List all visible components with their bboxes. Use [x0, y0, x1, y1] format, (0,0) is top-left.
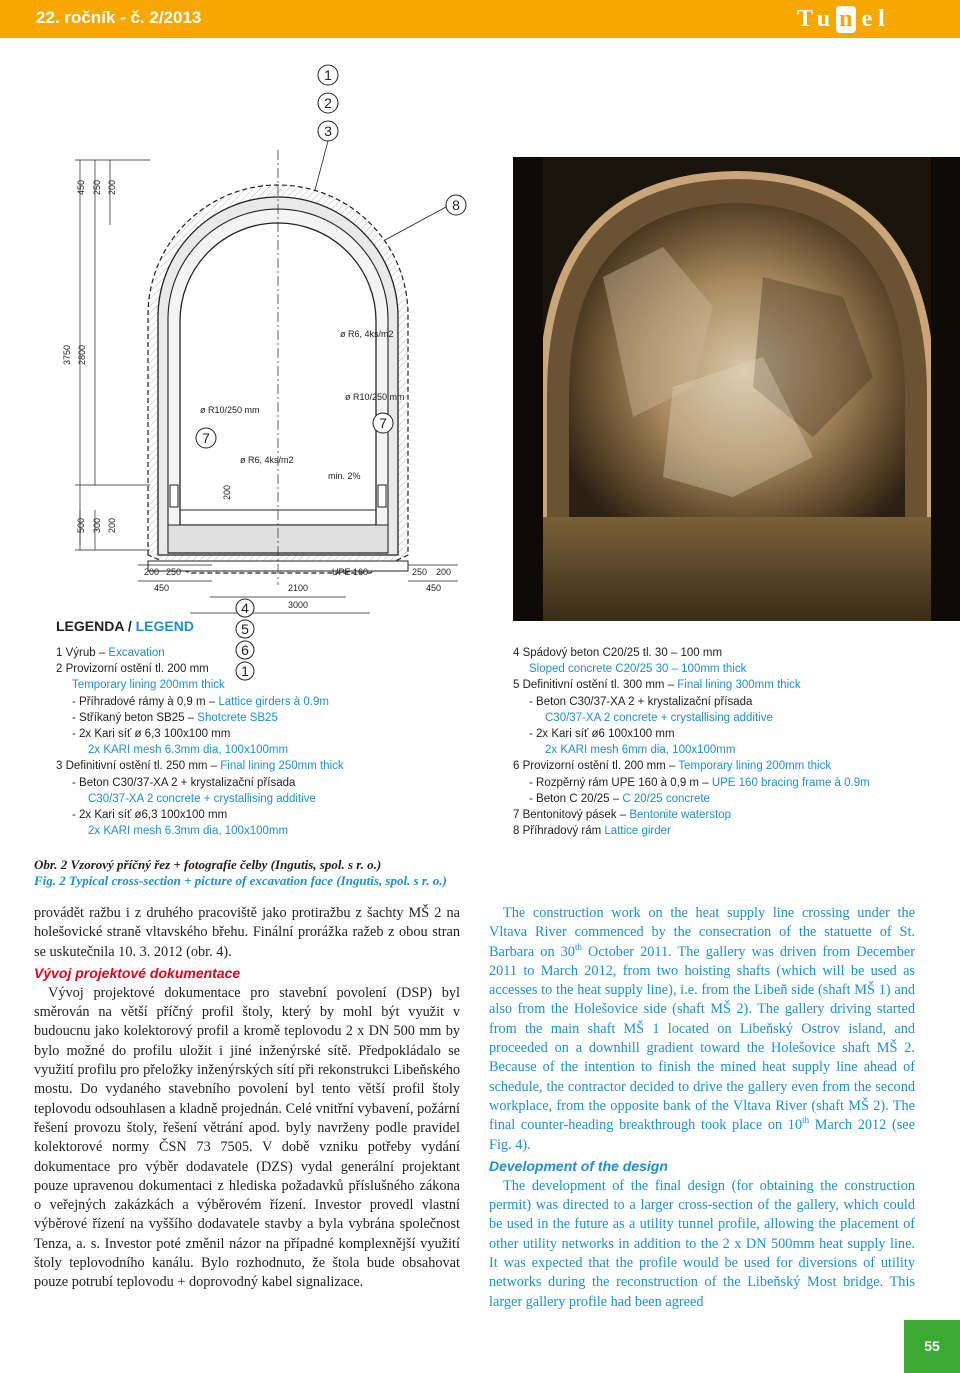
dim-label: 250: [166, 567, 182, 577]
legend-item: [56, 677, 344, 693]
legend-text-en: Excavation: [108, 647, 165, 659]
legend-text-en: Final lining 300mm thick: [677, 679, 801, 692]
legend-text-cz: - Rozpěrný rám UPE 160 à 0,9 m –: [529, 776, 712, 789]
legend-text-en: C30/37-XA 2 concrete + crystallising additive: [88, 792, 316, 805]
legend-item: [56, 742, 344, 758]
legend-item: [56, 661, 344, 677]
dim-label: 300: [92, 517, 102, 533]
legend-text-en: Temporary lining 200mm thick: [72, 679, 225, 692]
legend-item: [56, 791, 344, 807]
legend-item: [513, 823, 870, 839]
dim-label: 250: [412, 567, 428, 577]
section-heading: Vývoj projektové dokumentace: [34, 964, 241, 981]
legend-text-en: C30/37-XA 2 concrete + crystallising additive: [545, 711, 773, 724]
tunel-logo: Tu n el: [797, 6, 891, 32]
legend-text-cz: - Stříkaný beton SB25 –: [72, 711, 198, 724]
legend-item: [56, 775, 344, 791]
legend-text-cz: 4 Spádový beton C20/25 tl. 30 – 100 mm: [513, 647, 723, 659]
figure-caption-cz: Obr. 2 Vzorový příčný řez + fotografie čelby (Ingutis, spol. s r. o.): [34, 857, 382, 872]
legend-text-cz: - Beton C30/37-XA 2 + krystalizační přísada: [529, 695, 753, 708]
callout-7: 7: [202, 430, 210, 446]
dim-label: 450: [154, 583, 170, 593]
legend-item: [513, 807, 870, 823]
legend-item: [56, 807, 344, 823]
upe-label: UPE 160: [332, 567, 369, 577]
legend-text-en: Shotcrete SB25: [197, 711, 278, 724]
callout-8: 8: [452, 197, 460, 213]
legend-item: [56, 758, 344, 774]
dim-label: 200: [107, 517, 117, 533]
dim-label: 2100: [288, 583, 309, 593]
legend-text-cz: - Beton C 20/25 –: [529, 792, 623, 805]
callout-7: 7: [379, 415, 387, 431]
legend-text-en: Lattice girder: [604, 825, 671, 838]
legend-title: LEGENDA / LEGEND: [56, 618, 194, 634]
legend-text-en: 2x KARI mesh 6.3mm dia, 100x100mm: [88, 744, 289, 757]
legend-text-en: Temporary lining 200mm thick: [678, 760, 832, 773]
legend-item: [513, 742, 870, 758]
page-number-box: [904, 1320, 960, 1373]
paragraph: Vývoj projektové dokumentace pro stavební povolení (DSP) byl směrován na větší příčný profil štoly, který by mohl být využit v budoucnu jako kolektorový profil a kromě teplovodu 2 x DN 500 mm by bylo možné do profilu uložit i jiné inženýrské sítě. Předpokládalo se využití profilu pro přeložky inženýrských sítí při rekonstrukci Libeňského mostu. Do vydaného stavebního povolení byl tento větší profil štoly teplovodu odsouhlasen a kladně projednán. Celé vnitřní vybavení, požární řešení provozu štoly, řešení větrání apod. byly navrženy podle pravidel kolektorové normy ČSN 73 7505. V době vzniku potřeby vydání dokumentace pro výběr dodavatele (DZS) vydal generální projektant pouze upravenou dokumentaci z hlediska požadavků příslušného zákona o veřejných zakázkách a výběrovém řízení. Investor provedl vlastní výběrové řízení na vyššího dodavatele stavby a byla vybrána společnost Tenza, a. s. Investor poté změnil názor na případné komplexnější využití štoly teplovodního kanálu. Bylo rozhodnuto, že štola bude obsahovat pouze potrubí teplovodu + doprovodný kabel signalizace.: [34, 984, 460, 1291]
page-header: [0, 0, 960, 38]
legend-text-cz: - 2x Kari síť ø 6,3 100x100 mm: [72, 728, 231, 741]
cross-section-drawing: [40, 55, 500, 630]
rebar-label: ø R6, 4ks/m2: [240, 455, 294, 465]
legend-text-cz: 6 Provizorní ostění tl. 200 mm –: [513, 760, 679, 773]
paragraph: provádět ražbu i z druhého pracoviště jako protiražbu z šachty MŠ 2 na holešovické straně vltavského břehu. Finální prorážka ražeb z obou stran se uskutečnila 10. 3. 2012 (obr. 4).: [34, 905, 460, 960]
legend-text-en: 2x KARI mesh 6.3mm dia, 100x100mm: [88, 825, 289, 838]
legend-item: [513, 758, 870, 774]
legend-text-cz: - 2x Kari síť ø6,3 100x100 mm: [72, 809, 228, 822]
callout-1: 1: [241, 663, 249, 679]
legend-text-en: Final lining 250mm thick: [220, 760, 344, 773]
legend-text-cz: 2 Provizorní ostění tl. 200 mm: [56, 663, 209, 676]
legend-item: [56, 645, 344, 661]
legend-item: [56, 726, 344, 742]
legend-text-cz: - Příhradové rámy à 0,9 m –: [72, 695, 219, 708]
dim-label: 2800: [77, 344, 87, 365]
legend-item: [513, 775, 870, 791]
paragraph: The construction work on the heat supply line crossing under the Vltava River commenced by the consecration of the statuette of St. Barbara on 30th October 2011. The gallery was driven from December 2011 to March 2012, from two hoisting shafts (which will be used as accesses to the heat supply line), i.e. from the Libeň side (shaft MŠ 1) and also from the Holešovice side (shaft MŠ 2). The gallery driving started from the main shaft MŠ 1 located on Libeňský Ostrov island, and proceeded on a downhill gradient toward the Holešovice shaft MŠ 2. Because of the intention to finish the mined heat supply line ahead of schedule, the contractor decided to drive the gallery even from the second workplace, from the opposite bank of the Vltava River (shaft MŠ 2). The final counter-heading breakthrough took place on 10th March 2012 (see Fig. 4).: [489, 905, 915, 1153]
callout-3: 3: [324, 123, 332, 139]
legend-item: [513, 726, 870, 742]
rebar-label: ø R10/250 mm: [345, 392, 405, 402]
slope-label: min. 2%: [328, 471, 361, 481]
legend-text-cz: 8 Příhradový rám: [513, 825, 605, 838]
legend-text-cz: 1 Výrub –: [56, 647, 109, 659]
dim-label: 200: [436, 567, 452, 577]
legend-item: [513, 677, 870, 693]
legend-text-cz: 3 Definitivní ostění tl. 250 mm –: [56, 760, 221, 773]
legend-item: [513, 694, 870, 710]
legend-text-cz: - 2x Kari síť ø6 100x100 mm: [529, 728, 675, 741]
body-column-en: [489, 904, 915, 1312]
legend-text-cz: 7 Bentonitový pásek –: [513, 809, 630, 822]
dim-label: 450: [76, 179, 86, 195]
dim-label: 200: [222, 484, 232, 500]
callout-1: 1: [324, 67, 332, 83]
dim-label: 3000: [288, 600, 309, 610]
rebar-label: ø R10/250 mm: [200, 405, 260, 415]
legend-text-en: Lattice girders à 0.9m: [218, 695, 329, 708]
legend-item: [513, 661, 870, 677]
callout-5: 5: [241, 621, 249, 637]
excavation-face-photo: [513, 157, 960, 621]
issue-label: 22. ročník - č. 2/2013: [36, 8, 202, 27]
legend-item: [56, 694, 344, 710]
dim-label: 250: [92, 179, 102, 195]
paragraph: The development of the final design (for obtaining the construction permit) was directed to a larger cross-section of the gallery, which could be used in the future as a utility tunnel profile, allowing the placement of other utility networks in addition to the 2 x DN 500mm heat supply line. It was expected that the profile would be used for diversions of utility networks during the reconstruction of the Libeňský Most bridge. This larger gallery profile had been agreed: [489, 1177, 915, 1310]
legend-item: [56, 710, 344, 726]
legend-text-cz: - Beton C30/37-XA 2 + krystalizační přísada: [72, 776, 296, 789]
legend-text-en: Bentonite waterstop: [629, 809, 732, 822]
page-number: 55: [924, 1338, 940, 1354]
legend-text-en: C 20/25 concrete: [622, 792, 710, 805]
section-heading: Development of the design: [489, 1157, 668, 1174]
dim-label: 500: [76, 517, 86, 533]
legend-item: [513, 791, 870, 807]
legend-right: [513, 645, 870, 839]
callout-4: 4: [241, 600, 249, 616]
legend-text-en: Sloped concrete C20/25 30 – 100mm thick: [529, 663, 747, 676]
legend-text-en: 2x KARI mesh 6mm dia, 100x100mm: [545, 744, 736, 757]
dim-label: 200: [107, 179, 117, 195]
legend-item: [513, 645, 870, 661]
legend-item: [56, 823, 344, 839]
dim-label: 450: [426, 583, 442, 593]
body-column-cz: [34, 904, 460, 1293]
legend-item: [513, 710, 870, 726]
figure-caption-en: Fig. 2 Typical cross-section + picture of excavation face (Ingutis, spol. s r. o.): [34, 873, 447, 888]
legend-text-cz: 5 Definitivní ostění tl. 300 mm –: [513, 679, 678, 692]
rebar-label: ø R6, 4ks/m2: [340, 329, 394, 339]
dim-label: 200: [144, 567, 160, 577]
callout-2: 2: [324, 95, 332, 111]
dim-label: 3750: [62, 344, 72, 365]
legend-left: [56, 645, 344, 839]
legend-text-en: UPE 160 bracing frame à 0.9m: [711, 776, 870, 789]
callout-6: 6: [241, 642, 249, 658]
